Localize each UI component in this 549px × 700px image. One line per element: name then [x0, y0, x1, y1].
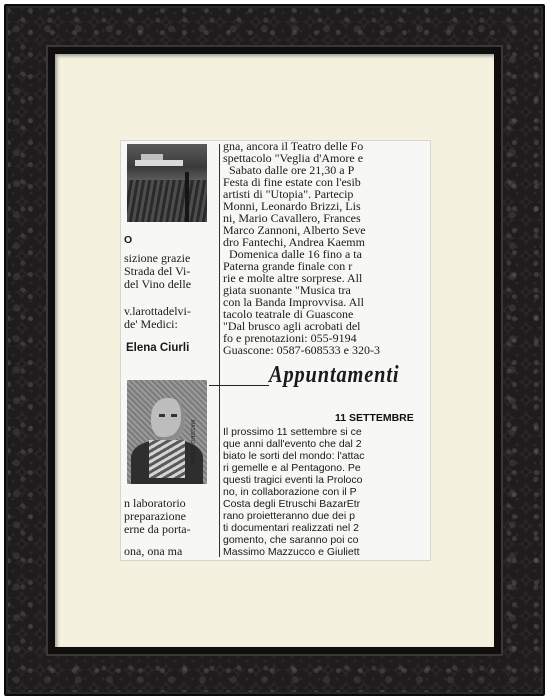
date-heading: 11 SETTEMBRE: [335, 412, 414, 424]
left-line-c2: preparazione: [124, 509, 186, 523]
bottom-line-5: questi tragici eventi la Proloco: [223, 474, 363, 486]
column-divider: [219, 144, 220, 557]
left-line-c1: n laboratorio: [124, 496, 186, 510]
photo-credit: MASSIMO SESTINI: [189, 420, 195, 465]
right-line-1: gna, ancora il Teatro delle Fo: [223, 140, 364, 153]
author-signature: Elena Ciurli: [126, 342, 190, 354]
left-line-a1: sizione grazie: [124, 251, 191, 265]
harbor-photo: [127, 144, 207, 222]
left-marker: O: [124, 234, 133, 246]
bottom-line-6: no, in collaborazione con il P: [223, 486, 357, 498]
bottom-line-2: que anni dall'evento che dal 2: [223, 438, 362, 450]
bottom-line-7: Costa degli Etruschi BazarEtr: [223, 498, 361, 510]
newspaper-clipping: [120, 140, 431, 561]
left-line-d: ona, ona ma: [124, 544, 183, 558]
left-line-b1: v.larottadelvi-: [124, 304, 191, 318]
bottom-line-4: ri gemelle e al Pentagono. Pe: [223, 462, 361, 474]
heading-rule: [209, 385, 269, 386]
right-line-14: con la Banda Improvvisa. All: [223, 295, 364, 309]
right-line-15: tacolo teatrale di Guascone: [223, 307, 354, 321]
right-line-12: rie e molte altre sorprese. All: [223, 271, 363, 285]
right-line-13: giata suonante "Musica tra: [223, 283, 351, 297]
left-line-c3: erne da porta-: [124, 522, 191, 536]
right-line-3: Sabato dalle ore 21,30 a P: [229, 163, 355, 177]
left-line-a3: del Vino delle: [124, 277, 192, 291]
bottom-line-8: rano proietteranno due dei p: [223, 510, 355, 522]
right-line-2: spettacolo "Veglia d'Amore e: [223, 151, 364, 165]
right-line-10: Domenica dalle 16 fino a ta: [229, 247, 362, 261]
right-line-16: "Dal brusco agli acrobati del: [223, 319, 361, 333]
bottom-line-9: ti documentari realizzati nel 2: [223, 522, 359, 534]
right-line-4: Festa di fine estate con l'esib: [223, 175, 361, 189]
portrait-photo: [127, 380, 207, 484]
bottom-line-1: Il prossimo 11 settembre si ce: [223, 426, 362, 438]
right-line-6: Monni, Leonardo Brizzi, Lis: [223, 199, 361, 213]
bottom-line-10: gomento, che saranno poi co: [223, 534, 359, 546]
right-line-5: artisti di "Utopia". Partecip: [223, 187, 354, 201]
bottom-line-11: Massimo Mazzucco e Giuliett: [223, 546, 360, 558]
right-line-11: Paterna grande finale con r: [223, 259, 353, 273]
bottom-line-3: biato le sorti del mondo: l'attac: [223, 450, 365, 462]
right-column: [223, 140, 431, 561]
left-line-b2: de' Medici:: [124, 317, 178, 331]
left-line-a2: Strada del Vi-: [124, 264, 191, 278]
right-line-17: fo e prenotazioni: 055-9194: [223, 331, 357, 345]
left-column: [124, 140, 208, 561]
right-line-18: Guascone: 0587-608533 e 320-3: [223, 343, 380, 357]
right-line-7: ni, Mario Cavallero, Frances: [223, 211, 361, 225]
right-line-8: Marco Zannoni, Alberto Seve: [223, 223, 366, 237]
section-heading: Appuntamenti: [269, 362, 400, 388]
right-line-9: dro Fantechi, Andrea Kaemm: [223, 235, 365, 249]
